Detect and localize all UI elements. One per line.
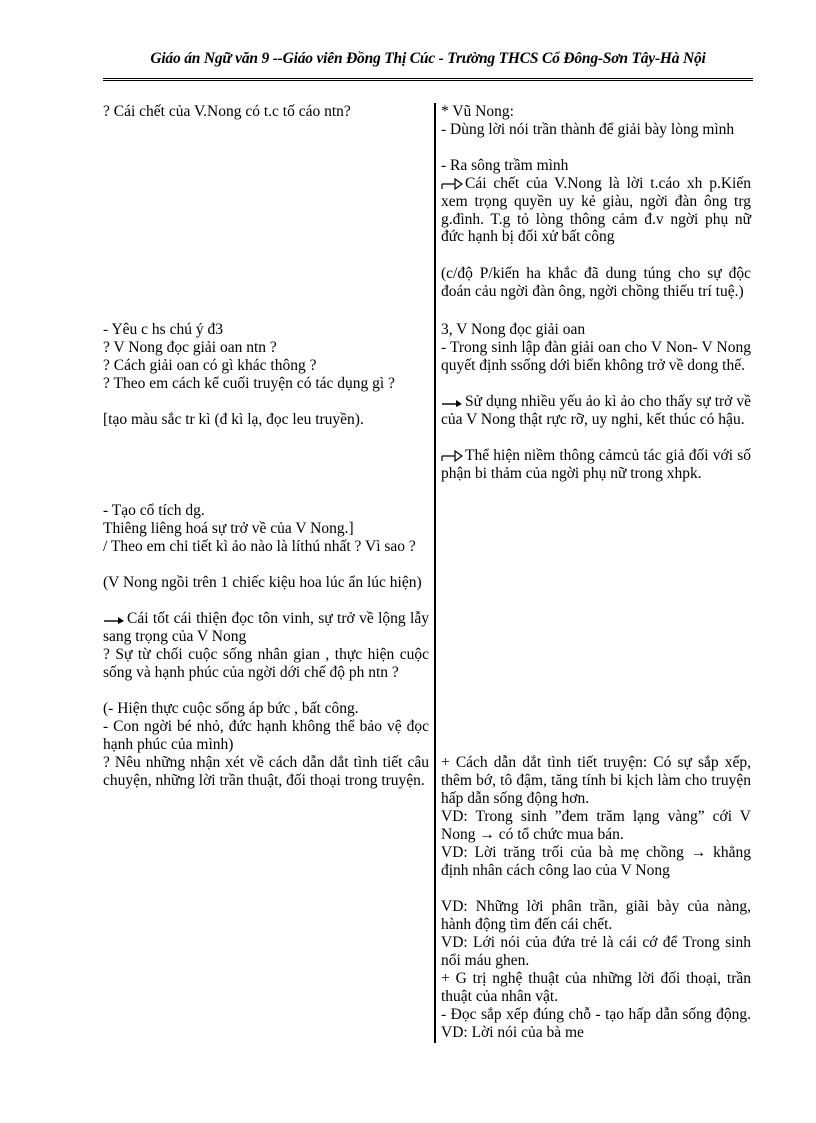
- right-col-text: Sử dụng nhiều yếu ảo kì ảo cho thấy sự trở về của V Nong thật rực rỡ, uy nghi, kết thúc có hậu.: [441, 393, 751, 428]
- left-col-text: ? Cách giải oan có gì khác thông ?: [103, 357, 317, 374]
- right-col-paragraph: [441, 157, 751, 175]
- left-col-paragraph: [103, 610, 429, 646]
- right-col-paragraph: [441, 844, 751, 880]
- right-col-paragraph: [441, 970, 751, 1006]
- right-col-paragraph: [441, 898, 751, 934]
- left-col-paragraph: [103, 754, 429, 790]
- left-col-paragraph: [103, 103, 429, 121]
- right-col-paragraph: [441, 103, 751, 121]
- right-col-paragraph: [441, 754, 751, 807]
- left-col-text: / Theo em chi tiết kì ảo nào là líthú nhất ? Vì sao ?: [103, 538, 416, 555]
- column-divider: [434, 103, 436, 1043]
- left-col-text: ? Theo em cách kể cuối truyện có tác dụng gì ?: [103, 375, 395, 392]
- left-col-paragraph: [103, 520, 429, 538]
- right-col-text: 3, V Nong đọc giải oan: [441, 321, 586, 338]
- right-col-text: (c/độ P/kiến ha khắc đã dung túng cho sự độc đoán cảu ngời đàn ông, ngời chồng thiếu trí tuệ.): [441, 265, 751, 300]
- right-col-paragraph: [441, 175, 751, 246]
- right-col-text: + Cách dẫn dắt tình tiết truyện: Có sự sắp xếp, thêm bớ, tô đậm, tăng tính bi kịch làm cho truyện hấp dẫn sống động hơn.: [441, 754, 751, 807]
- arrow-icon: [441, 395, 463, 409]
- left-col-paragraph: [103, 700, 429, 718]
- right-col-text: VD: Trong sinh ”đem trăm lạng vàng” cới V Nong → có tổ chức mua bán.: [441, 808, 751, 843]
- left-col-text: ? V Nong đọc giải oan ntn ?: [103, 339, 277, 356]
- left-col-text: (V Nong ngồi trên 1 chiếc kiệu hoa lúc ẩn lúc hiện): [103, 574, 422, 591]
- right-col-paragraph: [441, 321, 751, 339]
- left-col-paragraph: [103, 574, 429, 592]
- right-col-paragraph: [441, 934, 751, 970]
- right-col-text: - Trong sinh lập đàn giải oan cho V Non- V Nong quyết định ssống dới biển không trở về dong thế.: [441, 339, 751, 374]
- left-col-text: ? Sự từ chối cuộc sống nhân gian , thực hiện cuộc sống và hạnh phúc của ngời dới chế độ ph ntn ?: [103, 646, 429, 681]
- left-col-paragraph: [103, 375, 429, 393]
- right-col-text: Cái chết của V.Nong là lời t.cáo xh p.Kiến xem trọng quyền uy kẻ giàu, ngời đàn ông trg g.đình. T.g tỏ lòng thông cảm đ.v ngời phụ nữ đức hạnh bị đối xử bất công: [441, 175, 751, 246]
- left-col-text: Thiêng liêng hoá sự trở về của V Nong.]: [103, 520, 354, 537]
- left-col-text: Cái tốt cái thiện đọc tôn vinh, sự trở về lộng lẫy sang trọng của V Nong: [103, 610, 429, 645]
- right-col-paragraph: [441, 1006, 751, 1042]
- left-col-paragraph: [103, 502, 429, 520]
- header-rule: [103, 78, 753, 81]
- right-col-text: - Đọc sắp xếp đúng chỗ - tạo hấp dẫn sống động. VD: Lời nói của bà me: [441, 1006, 751, 1041]
- arrow-icon: [103, 612, 125, 626]
- left-col-text: ? Cái chết của V.Nong có t.c tố cáo ntn?: [103, 103, 351, 120]
- right-col-paragraph: [441, 265, 751, 301]
- left-col-paragraph: [103, 411, 429, 429]
- right-col-text: Thể hiện niềm thông cảmcủ tác giả đối với số phận bi thảm của ngời phụ nữ trong xhpk.: [441, 447, 751, 482]
- left-col-text: ? Nêu những nhận xét về cách dẫn dắt tình tiết câu chuyện, những lời trần thuật, đối thoại trong truyện.: [103, 754, 429, 789]
- right-col-paragraph: [441, 121, 751, 139]
- left-col-text: - Con ngời bé nhỏ, đức hạnh không thể bảo vệ đọc hạnh phúc của mình): [103, 718, 429, 753]
- right-col-text: VD: Những lời phân trần, giãi bày của nàng, hành động tìm đến cái chết.: [441, 898, 751, 933]
- left-col-text: [tạo màu sắc tr kì (đ kì lạ, đọc leu truyền).: [103, 411, 364, 428]
- left-col-paragraph: [103, 718, 429, 754]
- right-col-text: + G trị nghệ thuật của những lời đối thoại, trần thuật của nhân vật.: [441, 970, 751, 1005]
- left-col-paragraph: [103, 357, 429, 375]
- left-col-text: - Tạo cổ tích dg.: [103, 502, 205, 519]
- right-col-text: * Vũ Nong:: [441, 103, 514, 120]
- right-col-paragraph: [441, 447, 751, 483]
- right-col-text: VD: Lời trăng trối của bà mẹ chồng → khẳng định nhân cách công lao của V Nong: [441, 844, 751, 879]
- right-col-text: - Ra sông trầm mình: [441, 157, 569, 174]
- page-header: Giáo án Ngữ văn 9 --Giáo viên Đồng Thị Cúc - Trường THCS Cổ Đông-Sơn Tây-Hà Nội: [150, 50, 706, 67]
- left-col-paragraph: [103, 339, 429, 357]
- left-col-paragraph: [103, 646, 429, 682]
- arrow-icon: [441, 449, 463, 463]
- right-col-paragraph: [441, 339, 751, 375]
- left-col-paragraph: [103, 321, 429, 339]
- left-col-paragraph: [103, 538, 429, 556]
- right-col-paragraph: [441, 393, 751, 429]
- arrow-icon: [441, 177, 463, 191]
- left-col-text: (- Hiện thực cuộc sống áp bức , bất công.: [103, 700, 359, 717]
- right-col-text: - Dùng lời nói trần thành để giải bày lòng mình: [441, 121, 735, 138]
- right-col-text: VD: Lới nói của đứa trẻ là cái cớ để Trong sinh nổi máu ghen.: [441, 934, 751, 969]
- right-col-paragraph: [441, 808, 751, 844]
- left-col-text: - Yêu c hs chú ý đ3: [103, 321, 223, 338]
